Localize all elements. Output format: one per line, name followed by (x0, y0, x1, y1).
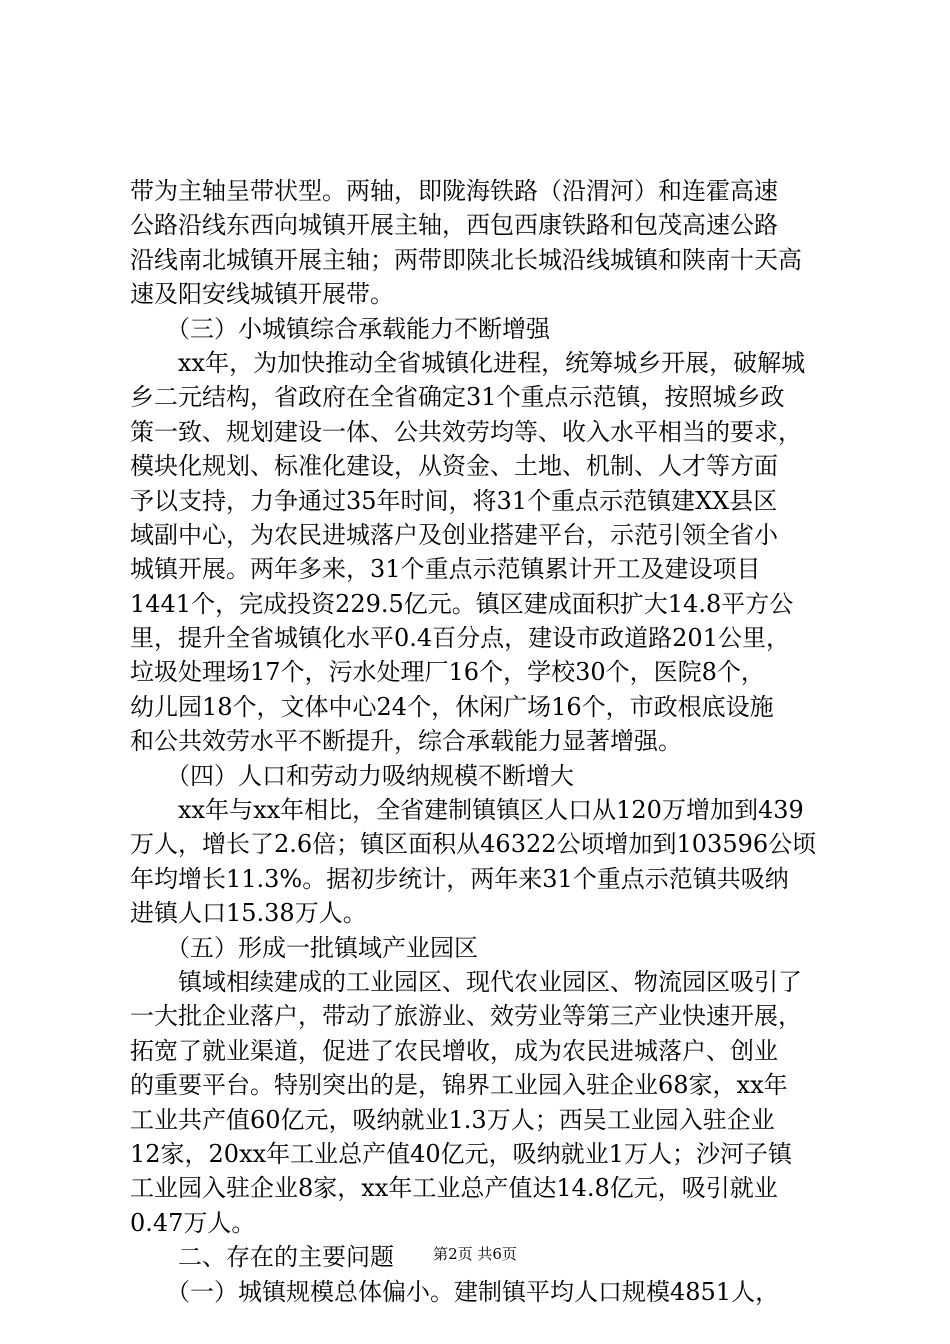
text-line: 工业园入驻企业8家，xx年工业总产值达14.8亿元，吸引就业 (130, 1174, 778, 1203)
text-line: 速及阳安线城镇开展带。 (130, 280, 394, 309)
section-heading: 二、存在的主要问题 (130, 1243, 394, 1272)
text-line: 城镇开展。两年多来，31个重点示范镇累计开工及建设项目 (130, 555, 761, 584)
text-line: 乡二元结构，省政府在全省确定31个重点示范镇，按照城乡政 (130, 383, 785, 412)
section-heading: （三）小城镇综合承载能力不断增强 (130, 314, 550, 343)
text-line: 的重要平台。特别突出的是，锦界工业园入驻企业68家，xx年 (130, 1071, 788, 1100)
text-line: 带为主轴呈带状型。两轴，即陇海铁路（沿渭河）和连霍高速 (130, 177, 778, 205)
text-line: 1441个，完成投资229.5亿元。镇区建成面积扩大14.8平方公 (130, 589, 794, 618)
text-line: 予以支持，力争通过35年时间，将31个重点示范镇建XX县区 (130, 486, 778, 515)
text-line: 和公共效劳水平不断提升，综合承载能力显著增强。 (130, 727, 682, 756)
page-number-footer: 第2页 共6页 (433, 1245, 517, 1263)
text-line: 公路沿线东西向城镇开展主轴，西包西康铁路和包茂高速公路 (130, 211, 778, 240)
text-line: 幼儿园18个，文体中心24个，休闲广场16个，市政根底设施 (130, 692, 774, 721)
text-line: 工业共产值60亿元，吸纳就业1.3万人；西吴工业园入驻企业 (130, 1105, 775, 1134)
text-line: 域副中心，为农民进城落户及创业搭建平台，示范引领全省小 (130, 520, 778, 549)
document-body (130, 174, 830, 1309)
text-line: 策一致、规划建设一体、公共效劳均等、收入水平相当的要求， (130, 417, 802, 446)
text-line: 12家，20xx年工业总产值40亿元，吸纳就业1万人；沙河子镇 (130, 1139, 792, 1168)
text-line: 进镇人口15.38万人。 (130, 899, 367, 928)
text-line: 0.47万人。 (130, 1208, 256, 1237)
text-line: 垃圾处理场17个，污水处理厂16个，学校30个，医院8个， (130, 658, 765, 687)
text-line: 里，提升全省城镇化水平0.4百分点，建设市政道路201公里， (130, 624, 790, 653)
text-line: 模块化规划、标准化建设，从资金、土地、机制、人才等方面 (130, 452, 778, 481)
text-line: 拓宽了就业渠道，促进了农民增收，成为农民进城落户、创业 (130, 1036, 778, 1065)
text-line: xx年，为加快推动全省城镇化进程，统筹城乡开展，破解城 (130, 348, 806, 377)
text-line: 一大批企业落户，带动了旅游业、效劳业等第三产业快速开展， (130, 1002, 802, 1031)
text-line: 年均增长11.3%。据初步统计，两年来31个重点示范镇共吸纳 (130, 864, 789, 893)
text-line: 万人，增长了2.6倍；镇区面积从46322公顷增加到103596公顷 (130, 830, 817, 859)
section-heading: （四）人口和劳动力吸纳规模不断增大 (130, 761, 574, 790)
text-line: xx年与xx年相比，全省建制镇镇区人口从120万增加到439 (130, 796, 804, 825)
text-line: （一）城镇规模总体偏小。建制镇平均人口规模4851人， (130, 1277, 780, 1306)
text-line: 镇域相续建成的工业园区、现代农业园区、物流园区吸引了 (130, 967, 802, 996)
section-heading: （五）形成一批镇域产业园区 (130, 933, 478, 962)
text-line: 沿线南北城镇开展主轴；两带即陕北长城沿线城镇和陕南十天高 (130, 245, 802, 274)
